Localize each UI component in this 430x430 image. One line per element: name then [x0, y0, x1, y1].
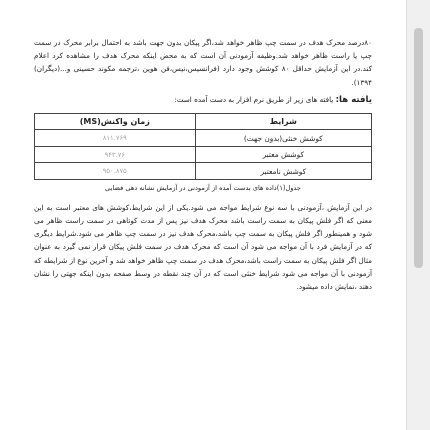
table-row	[35, 163, 372, 180]
table-caption: جدول(۱)داده های بدست آمده از آزمودنی در آزمایش نشانه دهی فضایی	[105, 183, 301, 192]
condition-cell: کوشش خنثی(بدون جهت)	[195, 130, 371, 147]
scrollbar-thumb[interactable]	[414, 28, 423, 268]
header-reaction-time: زمان واکنش(MS)	[35, 113, 196, 130]
reaction-time-cell: ۹۵۰.۸۷۵	[35, 163, 196, 180]
header-condition: شرایط	[195, 113, 371, 130]
vertical-scrollbar[interactable]	[406, 0, 430, 430]
table-row	[35, 130, 372, 147]
reaction-time-cell: ۸۱۱.۷۶۹	[35, 130, 196, 147]
body-paragraph: در این آزمایش ،آزمودنی با سه نوع شرایط مواجه می شود.یکی از این شرایط،کوشش های معتبر است به این معنی که اگر فلش پیکان به سمت راست باشد محرک هدف نیز پس از مدت کوتاهی در سمت راست ظاهر می شود و همینطور اگر فلش پیکان به سمت چپ باشد،محرک هدف نیز در سمت چپ ظاهر می شود.شرایط دیگری که در آزمایش فرد با آن مواجه می شود آن است که محرک هدف در سمت فلش پیکان قرار نمی گیرد به عنوان مثال اگر فلش پیکان به سمت راست باشد،محرک هدف در سمت چپ ظاهر خواهد شد و آخرین نوع از شرایطه که آزمودنی با آن مواجه می شود شرایط خنثی است که در آن چند نقطه در وسط صفحه بدون اینکه جهتی را نشان دهند ،نمایش داده میشود.	[34, 202, 372, 292]
reaction-time-cell: ۹۴۳.۷۶	[35, 146, 196, 163]
findings-text: یافته های زیر از طریق نرم افزار به دست آمده است:	[174, 94, 334, 104]
condition-cell: کوشش معتبر	[195, 146, 371, 163]
findings-line	[34, 93, 372, 107]
table-header-row	[35, 113, 372, 130]
table-row	[35, 146, 372, 163]
page-content	[34, 36, 372, 293]
results-table	[34, 113, 372, 180]
condition-cell: کوشش نامعتبر	[195, 163, 371, 180]
findings-heading: یافته ها:	[335, 94, 372, 105]
intro-paragraph: ۸۰درصد محرک هدف در سمت چپ ظاهر خواهد شد،اگر پیکان بدون جهت باشد به احتمال برابر محرک در سمت چپ یا راست ظاهر خواهد شد.وظیفه آزمودنی آن است که به محض اینکه محرک هدف را مشاهده کرد اعلام کند.در این آزمایش حداقل ۸۰ کوشش وجود دارد (فرانسیس،نیس،فن هوین ،ترجمه مکوند حسینی و...(دیگران) ۱۳۹۴).	[34, 38, 372, 87]
